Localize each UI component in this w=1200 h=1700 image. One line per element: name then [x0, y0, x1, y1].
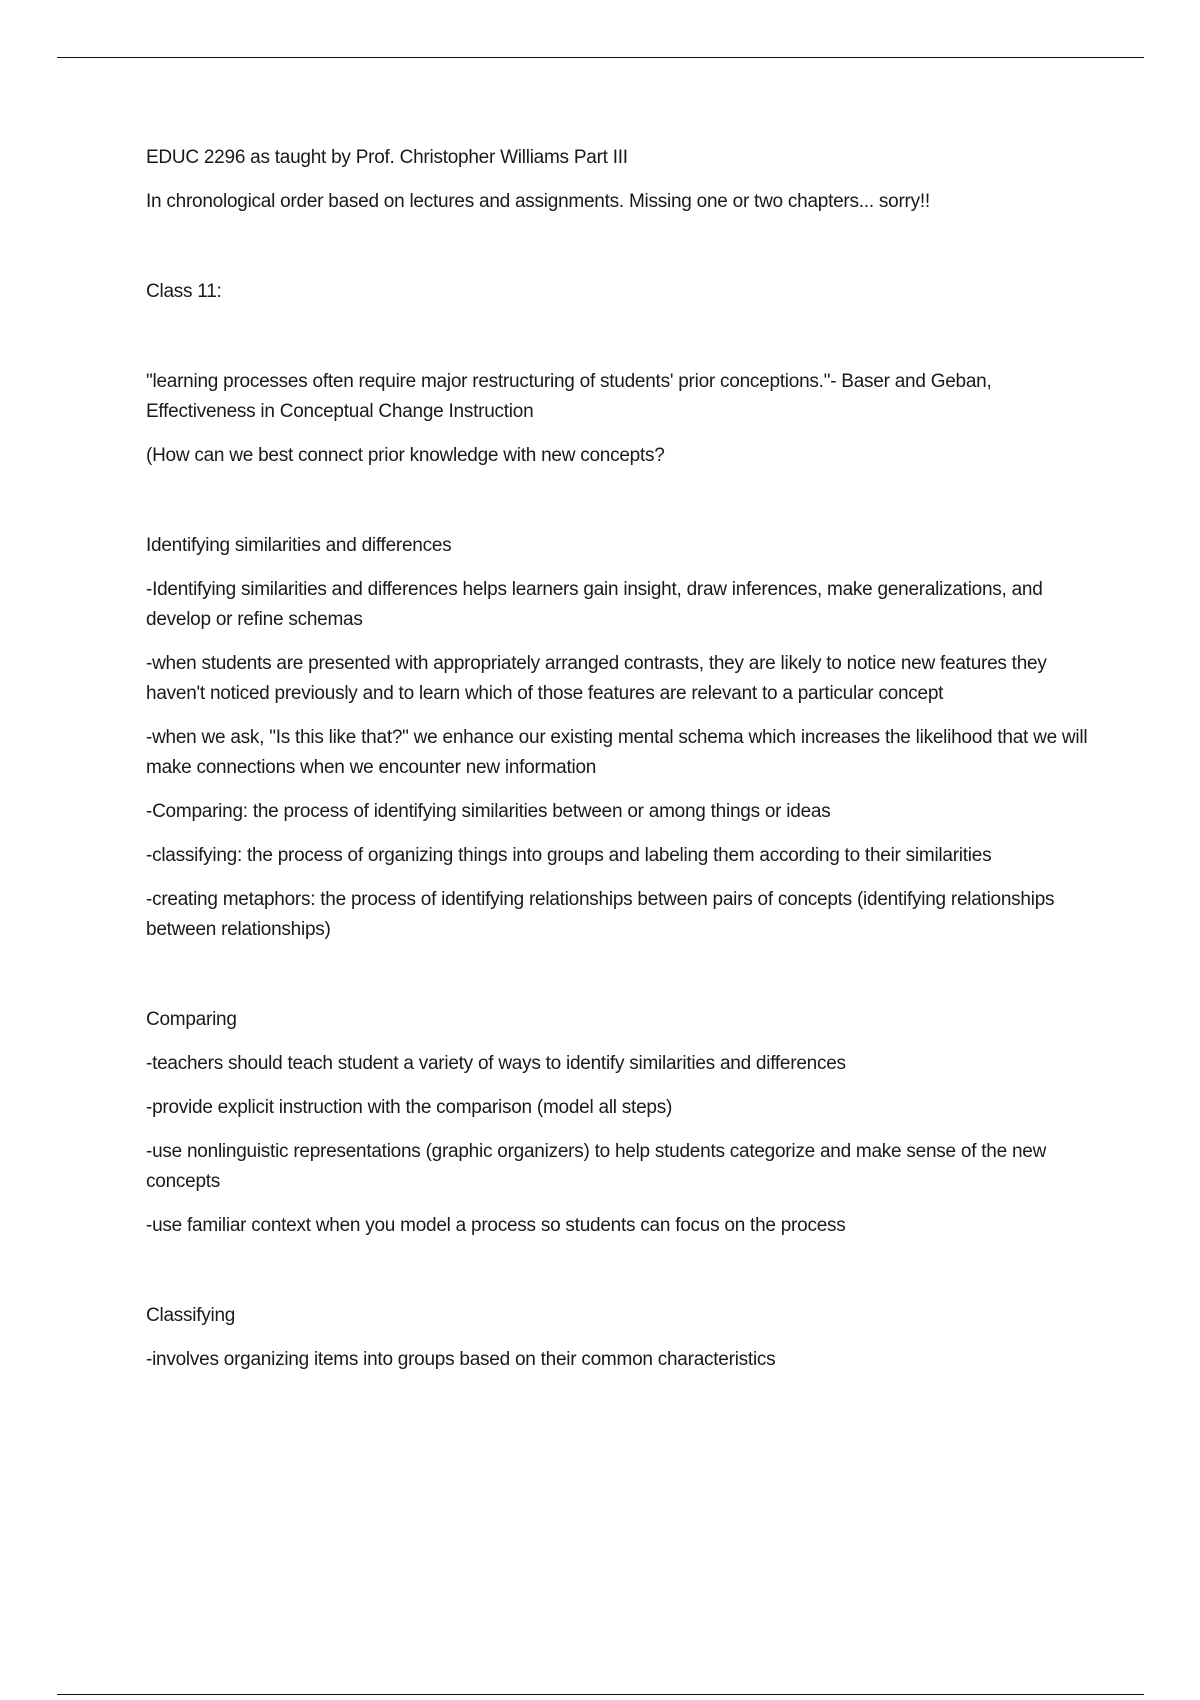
document-subtitle: In chronological order based on lectures and assignments. Missing one or two chapters... sorry!!	[146, 191, 930, 212]
document-title: EDUC 2296 as taught by Prof. Christopher Williams Part III	[146, 147, 628, 168]
list-item: -involves organizing items into groups based on their common characteristics	[146, 1349, 776, 1370]
class-heading: Class 11:	[146, 281, 222, 302]
question-paragraph: (How can we best connect prior knowledge with new concepts?	[146, 445, 665, 466]
document-body	[146, 143, 1096, 1389]
list-item: -classifying: the process of organizing things into groups and labeling them according to their similarities	[146, 845, 992, 866]
list-item: -teachers should teach student a variety of ways to identify similarities and differences	[146, 1053, 846, 1074]
list-item: -use familiar context when you model a process so students can focus on the process	[146, 1215, 846, 1236]
list-item: -provide explicit instruction with the comparison (model all steps)	[146, 1097, 673, 1118]
list-item: -when students are presented with appropriately arranged contrasts, they are likely to notice new features they haven't noticed previously and to learn which of those features are relevant to a particular concept	[146, 653, 1047, 704]
section-heading-comparing: Comparing	[146, 1009, 237, 1030]
list-item: -Identifying similarities and differences helps learners gain insight, draw inferences, make generalizations, and develop or refine schemas	[146, 579, 1043, 630]
quote-paragraph: "learning processes often require major restructuring of students' prior conceptions."- Baser and Geban, Effectiveness in Conceptual Change Instruction	[146, 371, 992, 422]
top-rule	[57, 57, 1144, 58]
bottom-rule	[57, 1694, 1144, 1695]
section-heading-similarities: Identifying similarities and differences	[146, 535, 452, 556]
list-item: -Comparing: the process of identifying similarities between or among things or ideas	[146, 801, 831, 822]
list-item: -creating metaphors: the process of identifying relationships between pairs of concepts (identifying relationships between relationships)	[146, 889, 1055, 940]
list-item: -when we ask, "Is this like that?" we enhance our existing mental schema which increases the likelihood that we will make connections when we encounter new information	[146, 727, 1088, 778]
section-heading-classifying: Classifying	[146, 1305, 236, 1326]
list-item: -use nonlinguistic representations (graphic organizers) to help students categorize and make sense of the new concepts	[146, 1141, 1047, 1192]
